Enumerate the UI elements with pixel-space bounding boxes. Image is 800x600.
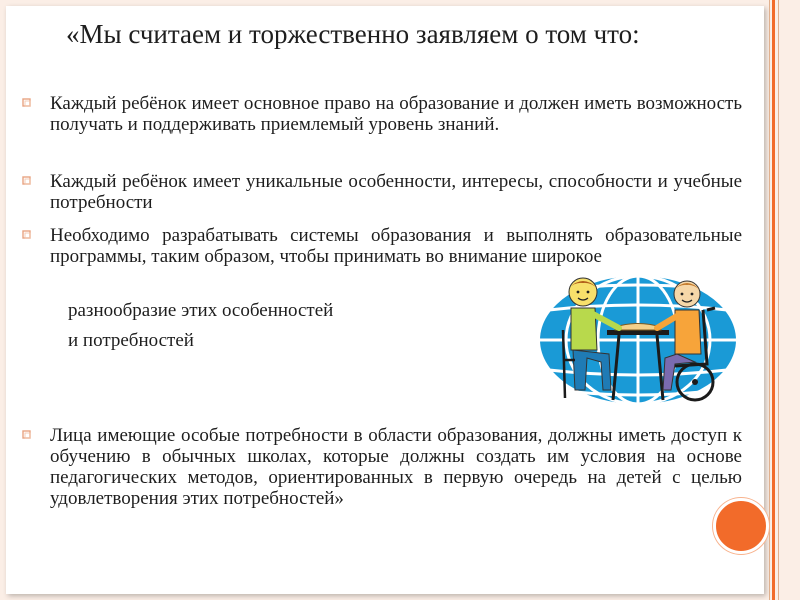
bullet-paragraph: Каждый ребёнок имеет уникальные особенности, интересы, способности и учебные потребности [50, 171, 742, 213]
bullet-paragraph: Каждый ребёнок имеет основное право на образование и должен иметь возможность получать и поддерживать приемлемый уровень знаний. [50, 93, 742, 135]
hollow-square-bullet-icon [22, 176, 31, 185]
bullet-paragraph: Лица имеющие особые потребности в области образования, должны иметь доступ к обучению в обычных школах, которые должны создать им условия на основе педагогических методов, ориентированных в первую очередь на детей с целью удовлетворения этих потребностей» [50, 425, 742, 509]
slide-heading: «Мы считаем и торжественно заявляем о том что: [66, 19, 640, 49]
bullet-paragraph: Необходимо разрабатывать системы образования и выполнять образовательные программы, таким образом, чтобы принимать во внимание широкое [50, 225, 742, 267]
children-globe-wheelchair-icon [535, 270, 740, 415]
hollow-square-bullet-icon [22, 230, 31, 239]
hollow-square-bullet-icon [22, 430, 31, 439]
continuation-line: и потребностей [68, 330, 194, 351]
hollow-square-bullet-icon [22, 98, 31, 107]
continuation-line: разнообразие этих особенностей [68, 300, 334, 321]
decorative-circle [713, 498, 769, 554]
